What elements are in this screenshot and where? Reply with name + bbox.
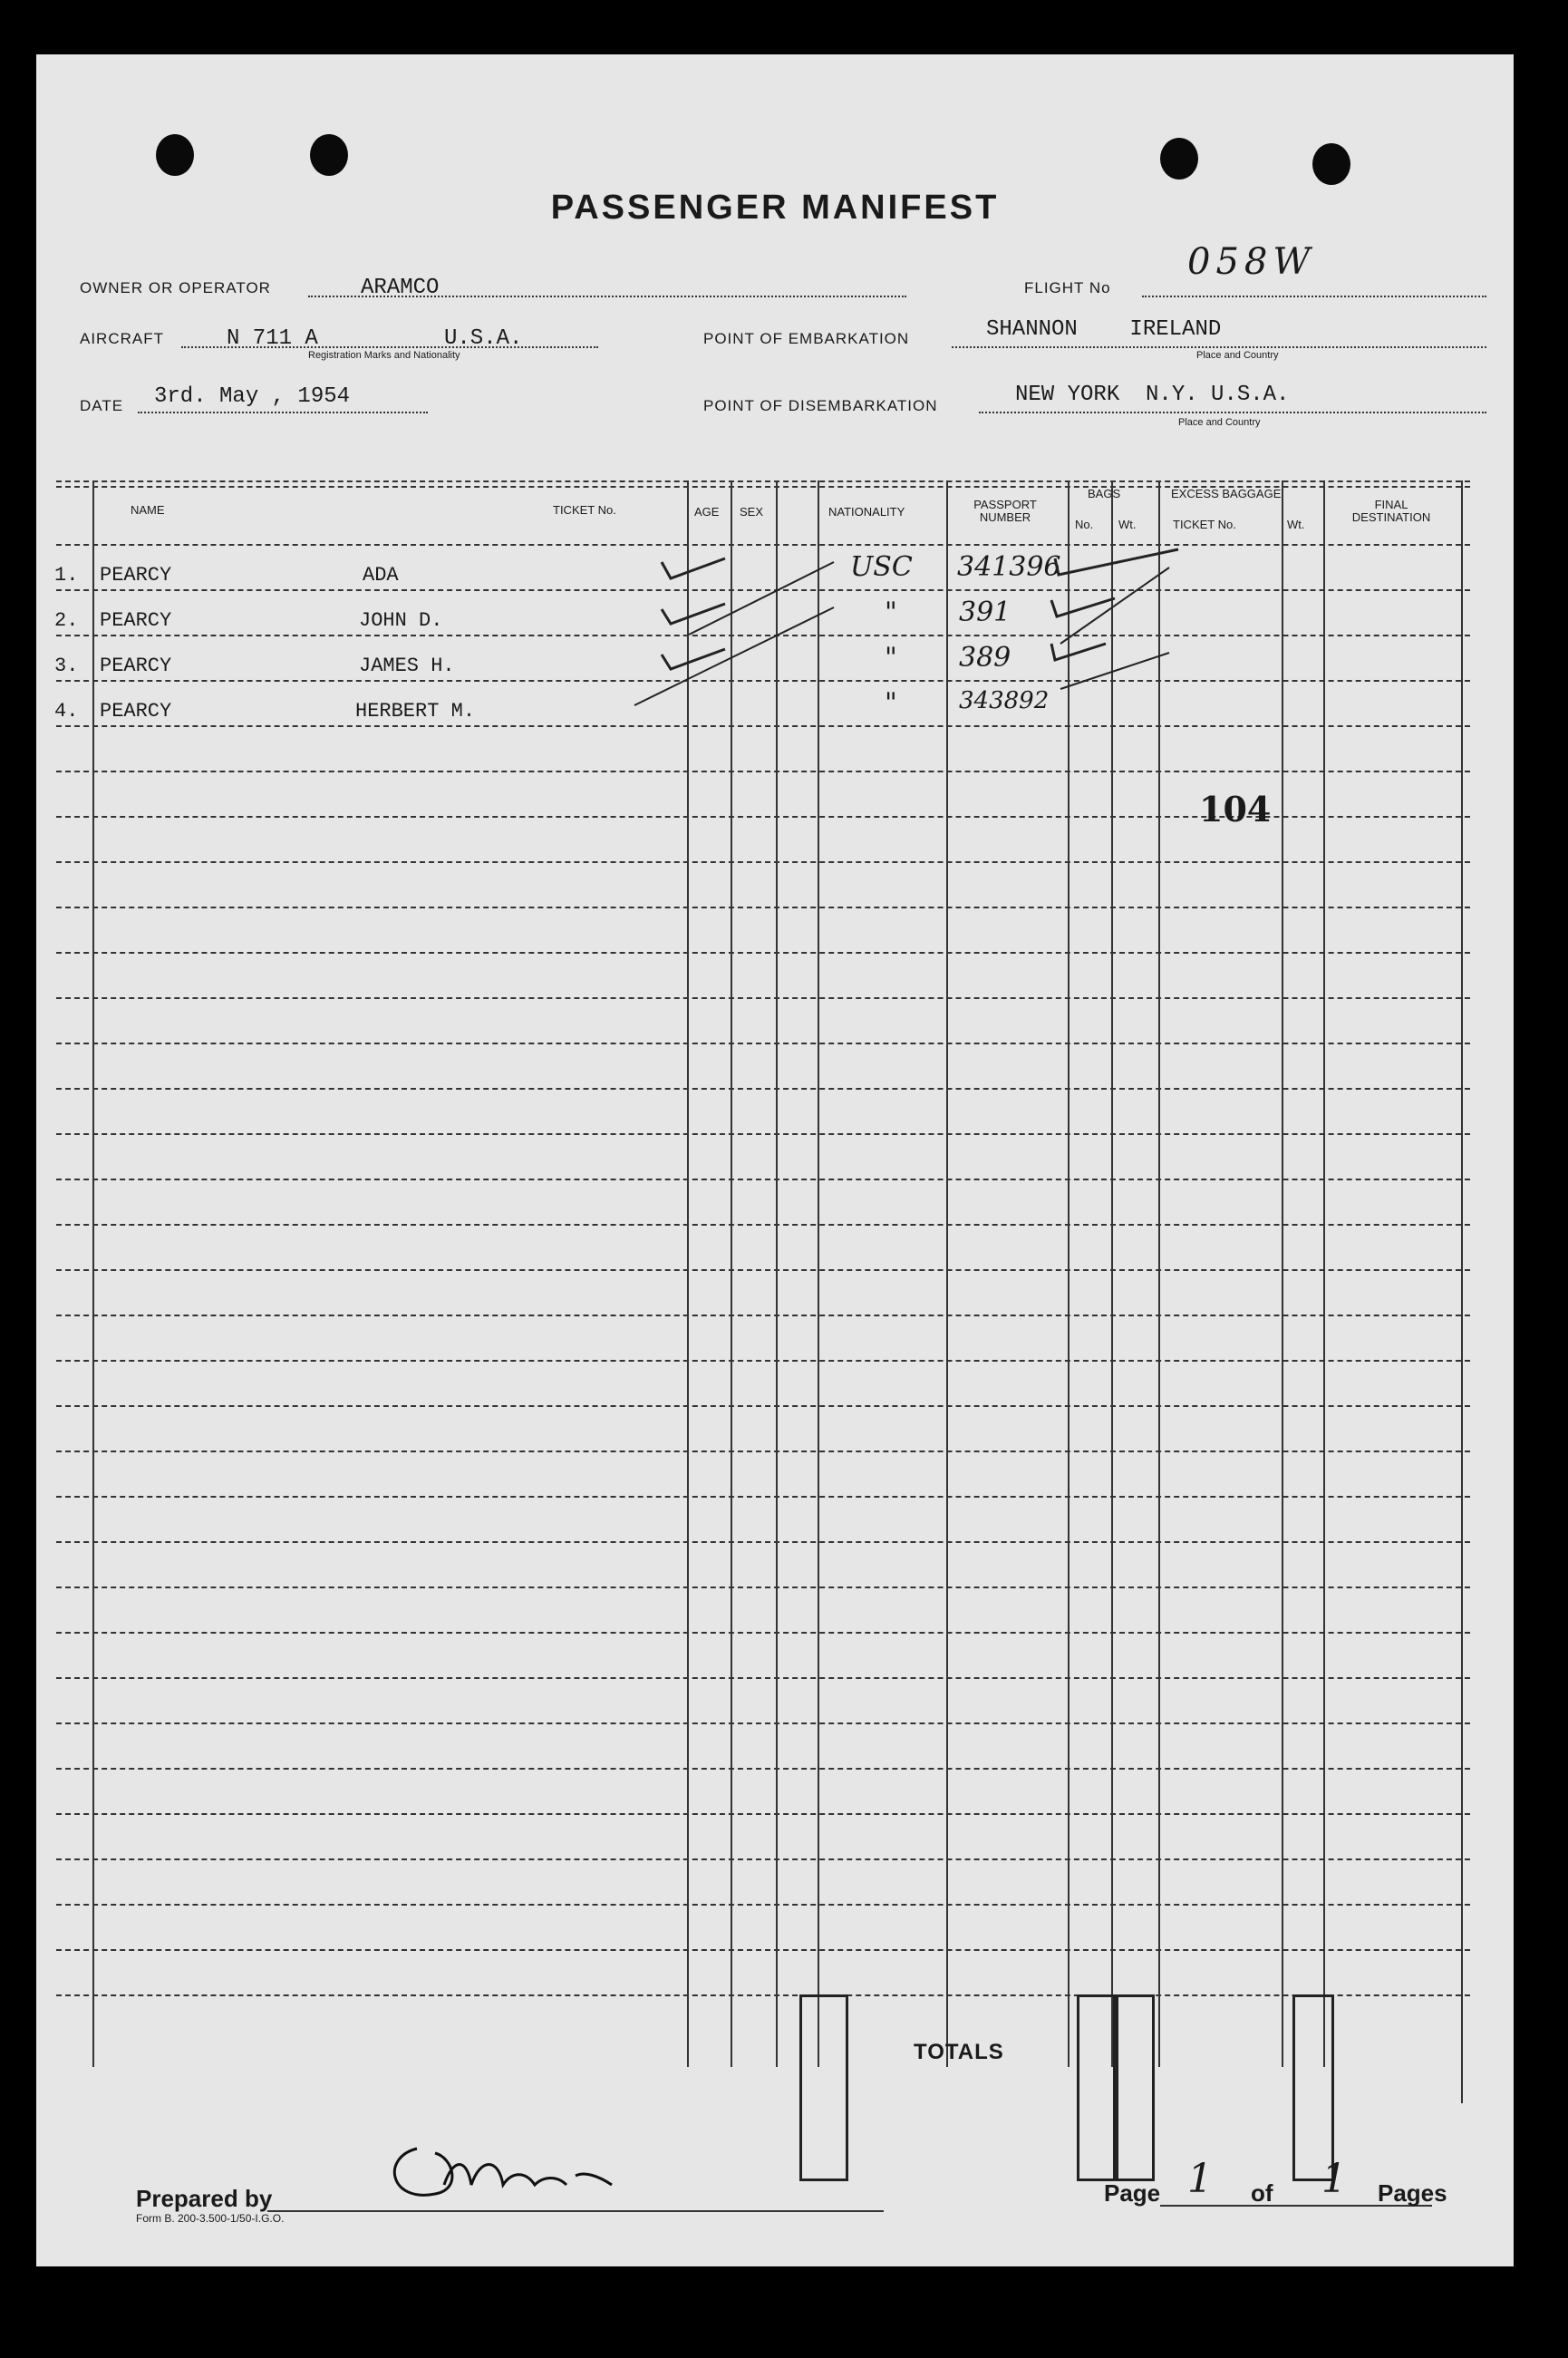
row-line [56,1133,1470,1135]
row-line [56,1315,1470,1316]
page-label: Page [1104,2179,1161,2207]
col-header-excess-wt: Wt. [1287,518,1305,531]
page-number: 1 [1187,2156,1213,2202]
passenger-nationality: " [885,642,897,674]
col-header-bags-wt: Wt. [1118,518,1137,531]
stamp-number: 104 [1199,789,1272,830]
strike-stroke [1060,653,1169,689]
signature [381,2121,653,2212]
row-line [56,1179,1470,1180]
aircraft-nat: U.S.A. [444,326,523,351]
row-number: 1. [54,564,79,587]
row-line [56,1722,1470,1724]
embark-label: POINT OF EMBARKATION [703,330,910,347]
row-line [56,1269,1470,1271]
disembark-value: NEW YORK N.Y. U.S.A. [1015,383,1290,407]
passenger-passport: 389 [959,642,1011,674]
row-line [56,1949,1470,1951]
date-label: DATE [80,397,124,414]
passenger-given-name: JAMES H. [359,655,455,677]
col-header-passport: PASSPORT NUMBER [973,498,1037,525]
col-header-bags-no: No. [1075,518,1094,531]
row-line [56,1043,1470,1044]
passenger-passport: 391 [959,597,1011,628]
col-header-age: AGE [694,505,720,519]
col-header-ticket: TICKET No. [553,503,616,517]
col-header-name: NAME [131,503,165,517]
totals-label: TOTALS [914,2040,1004,2064]
row-line [56,1405,1470,1407]
row-line [56,1994,1470,1996]
disembark-sub: Place and Country [1178,417,1261,428]
row-line [56,997,1470,999]
passenger-passport: 341396 [957,551,1061,583]
totals-box [1292,1994,1334,2181]
passenger-surname: PEARCY [100,700,172,723]
row-line [56,1088,1470,1090]
disembark-label: POINT OF DISEMBARKATION [703,397,938,414]
row-line [56,1587,1470,1588]
col-header-sex: SEX [740,505,764,519]
row-line [56,861,1470,863]
aircraft-label: AIRCRAFT [80,330,164,347]
form-id: Form B. 200-3.500-1/50-I.G.O. [136,2212,285,2225]
row-line [56,907,1470,908]
totals-box [1113,1994,1155,2181]
check-mark [662,558,725,578]
col-header-excess: EXCESS BAGGAGE [1171,487,1282,500]
row-number: 3. [54,655,79,677]
row-line [56,1632,1470,1634]
row-line [56,1496,1470,1498]
totals-box [799,1994,848,2181]
row-number: 4. [54,700,79,723]
row-line [56,1541,1470,1543]
passenger-nationality: " [885,687,897,719]
check-mark [1051,598,1115,616]
row-line [56,1677,1470,1679]
col-header-nationality: NATIONALITY [828,505,905,519]
owner-value: ARAMCO [361,276,440,300]
row-line [56,1858,1470,1860]
passenger-passport: 343892 [959,687,1050,714]
embark-value: SHANNON IRELAND [986,317,1222,342]
passenger-given-name: ADA [363,564,399,587]
prepared-by-label: Prepared by [136,2185,273,2212]
passenger-surname: PEARCY [100,564,172,587]
check-mark [1051,644,1106,660]
passenger-nationality: " [885,597,897,628]
row-line [56,1813,1470,1815]
manifest-sheet [36,54,1514,2266]
row-line [56,1224,1470,1226]
col-header-bags: BAGS [1088,487,1121,500]
owner-label: OWNER OR OPERATOR [80,279,271,296]
date-value: 3rd. May , 1954 [154,384,351,409]
embark-sub: Place and Country [1196,350,1279,361]
row-line [56,1768,1470,1770]
passenger-surname: PEARCY [100,655,172,677]
passenger-given-name: JOHN D. [359,609,443,632]
col-header-final-dest: FINAL DESTINATION [1351,498,1431,525]
aircraft-reg: N 711 A [227,326,318,351]
page-total: 1 [1321,2156,1347,2202]
aircraft-sub: Registration Marks and Nationality [308,350,460,361]
col-header-excess-ticket: TICKET No. [1173,518,1236,531]
row-number: 2. [54,609,79,632]
row-line [56,1904,1470,1906]
passenger-given-name: HERBERT M. [355,700,476,723]
of-label: of [1251,2179,1273,2207]
passenger-nationality: USC [850,551,913,583]
row-line [56,1360,1470,1362]
strike-stroke [1060,568,1169,644]
pages-label: Pages [1378,2179,1447,2207]
check-marks [36,54,1514,780]
passenger-surname: PEARCY [100,609,172,632]
flight-value: 058W [1187,241,1316,283]
row-line [56,952,1470,954]
flight-label: FLIGHT No [1024,279,1111,296]
page-title: PASSENGER MANIFEST [550,189,1000,227]
strike-stroke [689,562,834,635]
check-mark [1055,549,1178,575]
row-line [56,1451,1470,1452]
